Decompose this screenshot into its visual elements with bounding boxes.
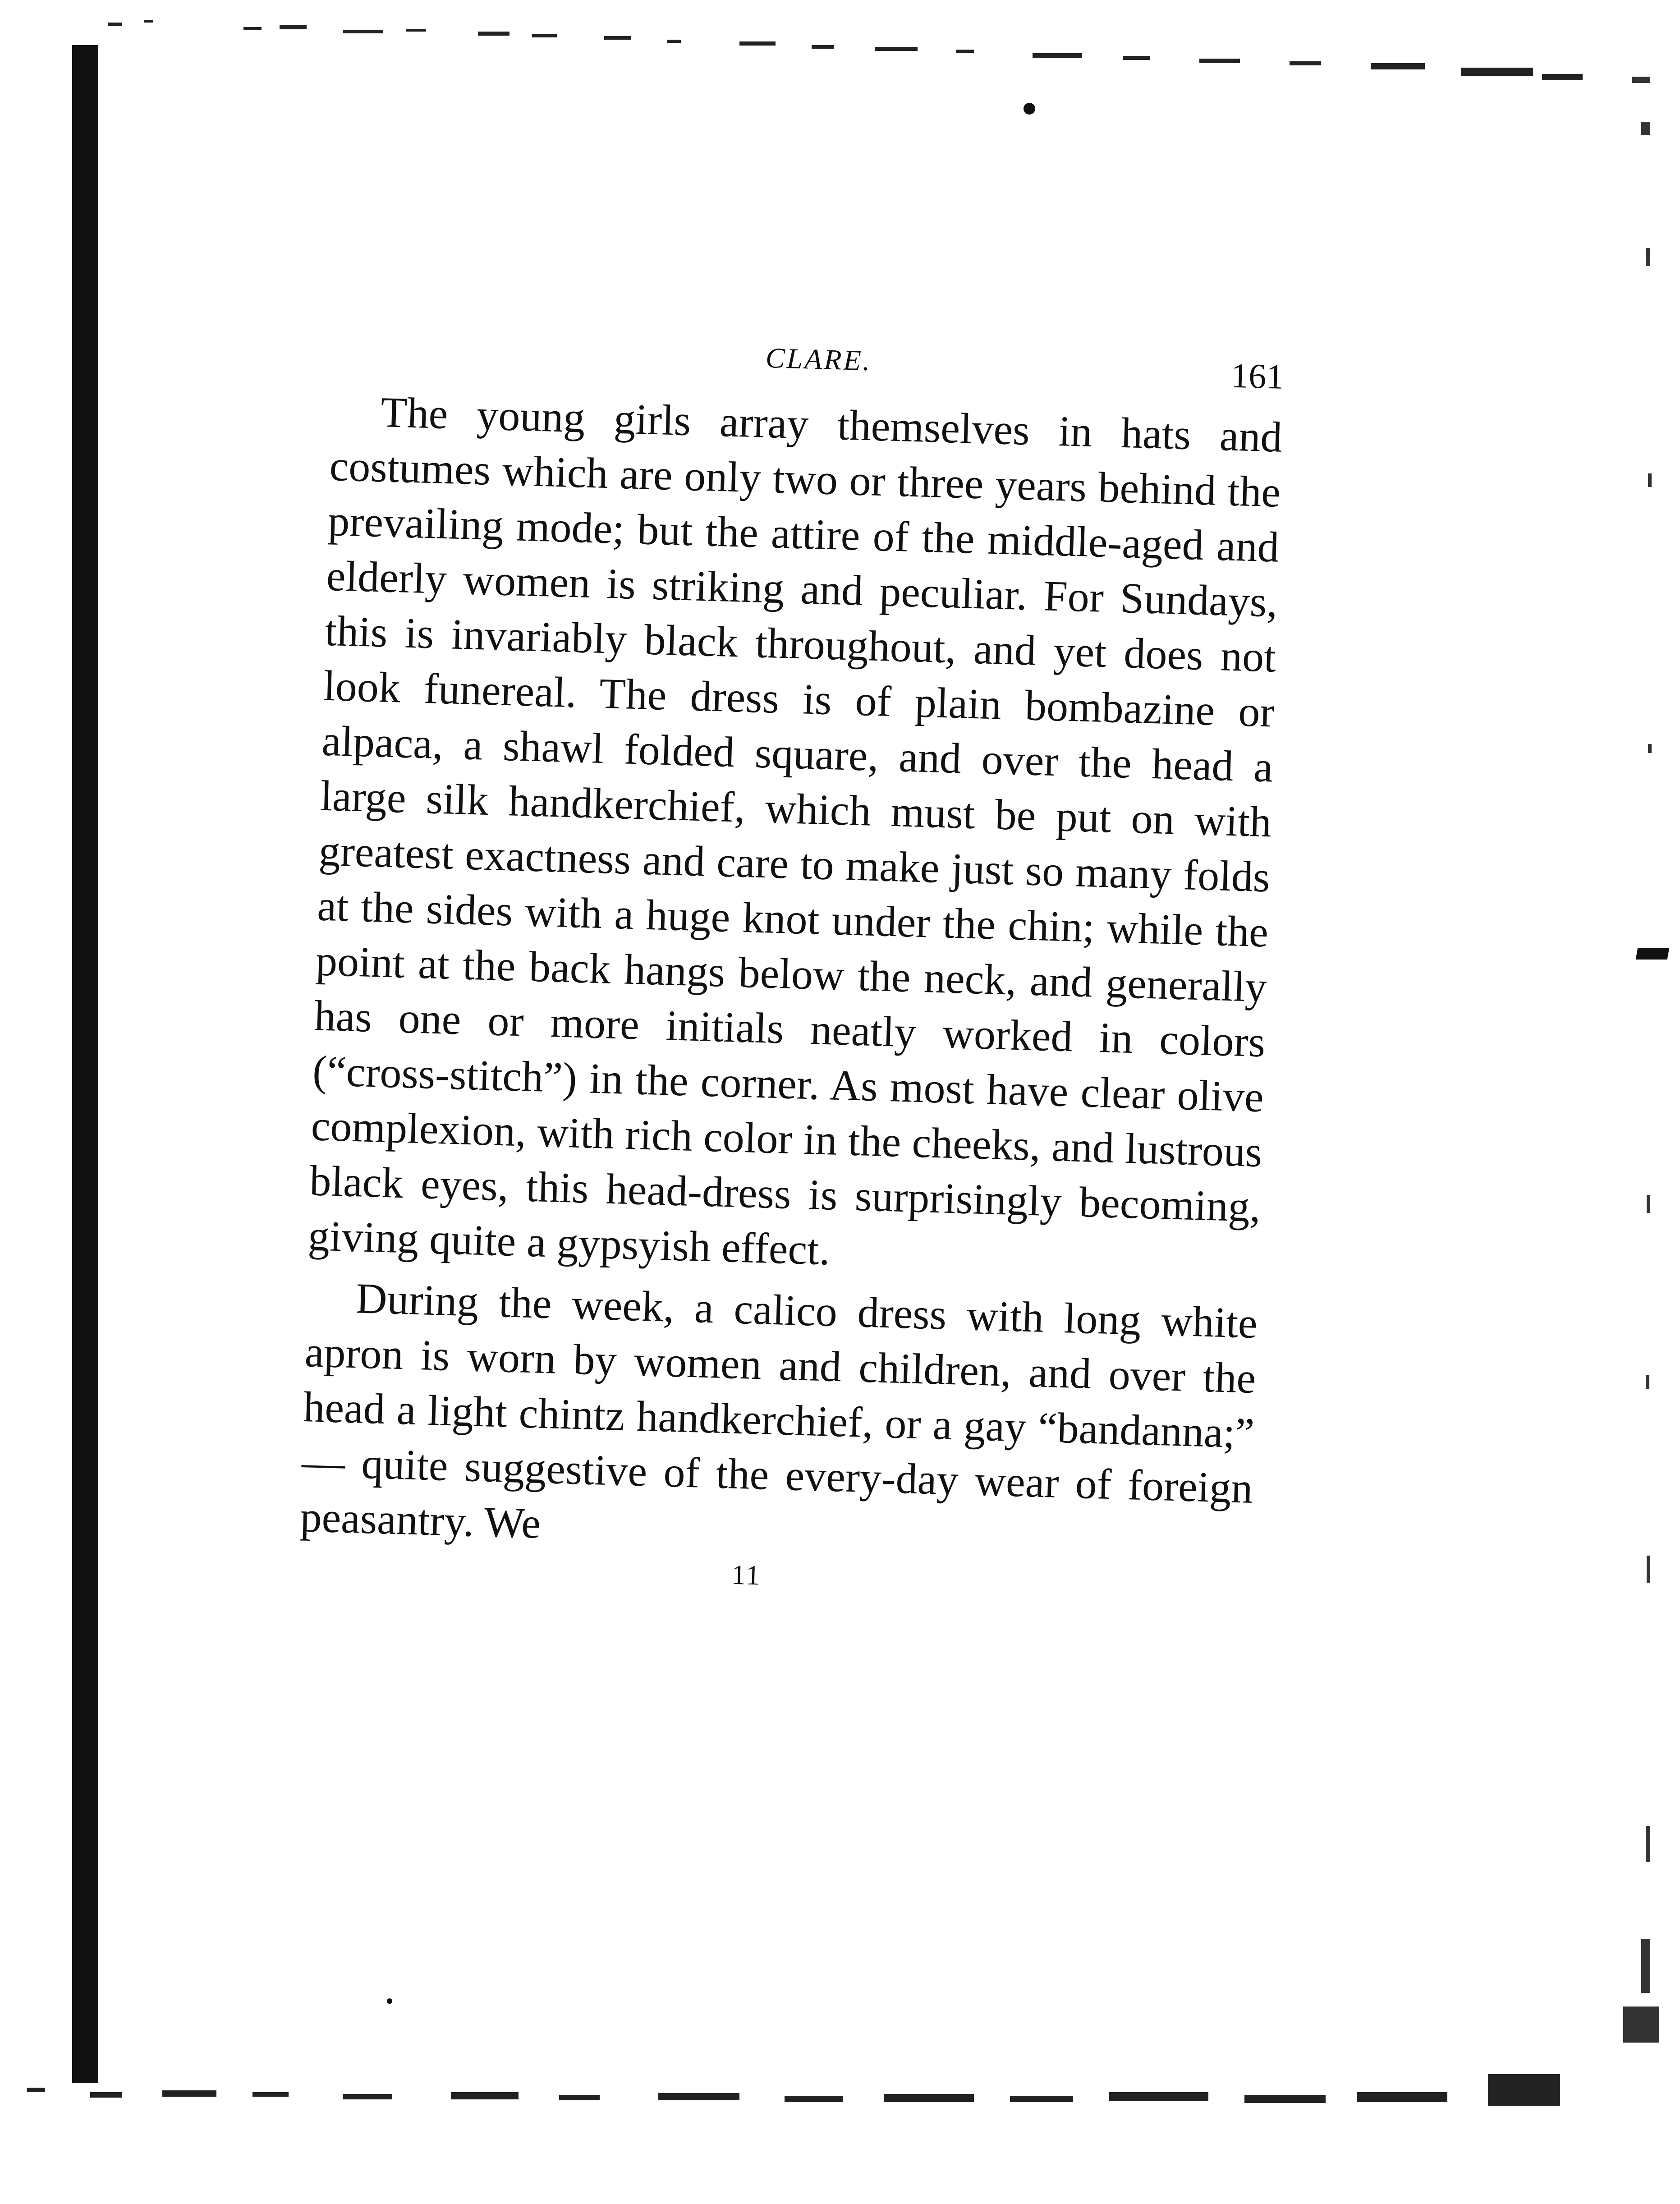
scan-bottom-edge-noise bbox=[27, 2025, 1605, 2115]
scan-margin-mark bbox=[1636, 948, 1670, 960]
scan-dust-dot bbox=[1024, 103, 1035, 115]
scan-small-dot bbox=[387, 1998, 392, 2004]
page-number: 161 bbox=[1230, 355, 1285, 396]
scan-spine-shadow bbox=[72, 45, 98, 2083]
signature-mark: 11 bbox=[731, 1559, 762, 1591]
running-title: CLARE. bbox=[765, 341, 872, 377]
body-text bbox=[299, 383, 1283, 1571]
paragraph-1: The young girls array themselves in hats and costumes which are only two or three years behind the prevailing mode; but the attire of the middle-aged and elderly women is striking and peculiar. For Sundays, this is invariably black throughout, and yet does not look funereal. The dress is of plain bombazine or alpaca, a shawl folded square, and over the head a large silk handkerchief, which must be put on with greatest exactness and care to make just so many folds at the sides with a huge knot under the chin; while the point at the back hangs below the neck, and generally has one or more initials neatly worked in colors (“cross-stitch”) in the corner. As most have clear olive complexion, with rich color in the cheeks, and lustrous black eyes, this head-dress is surprisingly becoming, giving quite a gypsyish effect. bbox=[307, 388, 1283, 1274]
book-page bbox=[298, 320, 1285, 1606]
paragraph-2: During the week, a calico dress with long white apron is worn by women and children, and over the head a light chintz handkerchief, or a gay “bandanna;” — quite suggestive of the every-day wear of foreign peasantry. We bbox=[299, 1274, 1258, 1547]
scan-right-edge-noise bbox=[1605, 68, 1668, 2052]
scan-top-edge-noise bbox=[108, 18, 1596, 86]
